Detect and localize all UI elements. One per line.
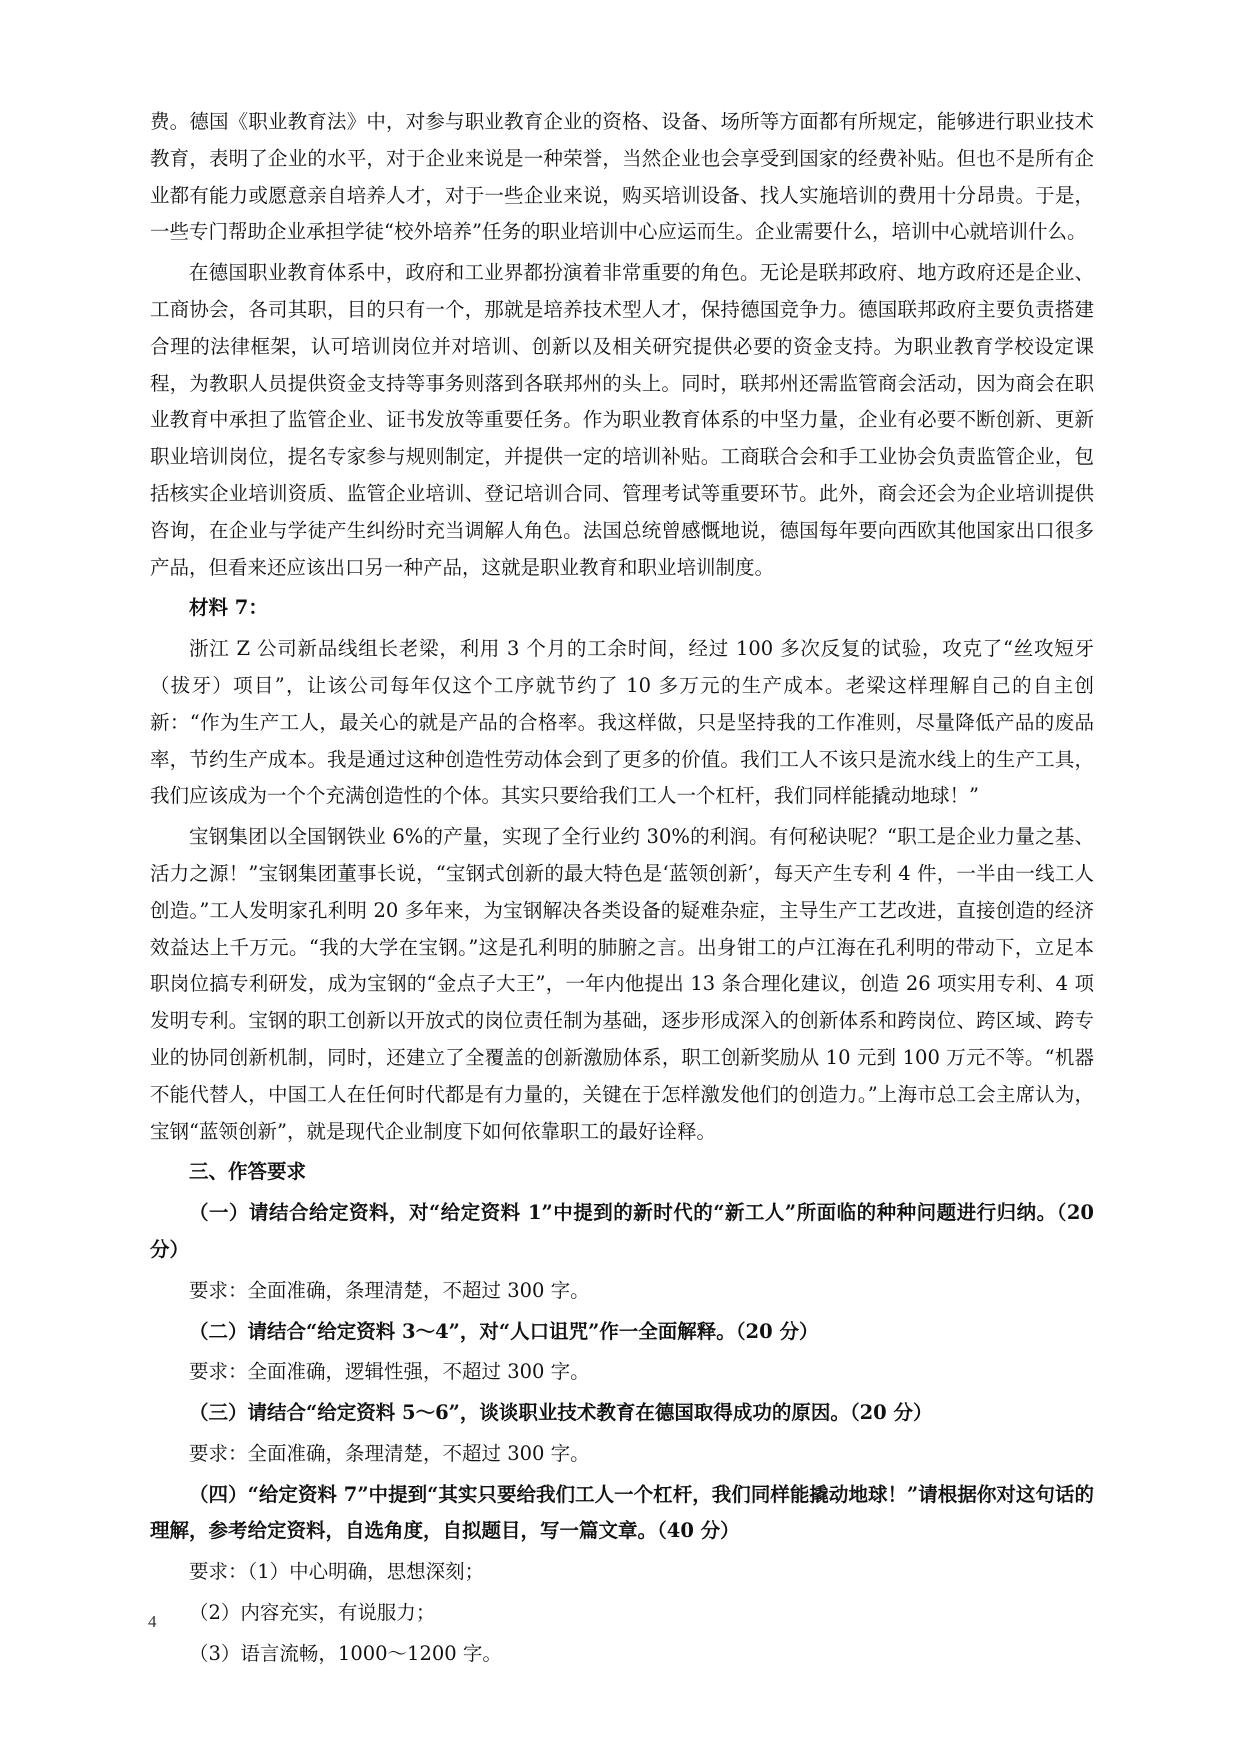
paragraph-baosteel: 宝钢集团以全国钢铁业 6%的产量，实现了全行业约 30%的利润。有何秘诀呢？“职工是企业力量之基、活力之源！”宝钢集团董事长说，“宝钢式创新的最大特色是‘蓝领创新’，每天产生专利 4 件，一半由一线工人创造。”工人发明家孔利明 20 多年来，为宝钢解决各类设备的疑难杂症，主导生产工艺改进，直接创造的经济效益达上千万元。“我的大学在宝钢。”这是孔利明的肺腑之言。出身钳工的卢江海在孔利明的带动下，立足本职岗位搞专利研发，成为宝钢的“金点子大王”，一年内他提出 13 条合理化建议，创造 26 项实用专利、4 项发明专利。宝钢的职工创新以开放式的岗位责任制为基础，逐步形成深入的创新体系和跨岗位、跨区域、跨专业的协同创新机制，同时，还建立了全覆盖的创新激励体系，职工创新奖励从 10 元到 100 万元不等。“机器不能代替人，中国工人在任何时代都是有力量的，关键在于怎样激发他们的创造力。”上海市总工会主席认为，宝钢“蓝领创新”，就是现代企业制度下如何依靠职工的最好诠释。	[150, 825, 1094, 1143]
question-1: （一）请结合给定资料，对“给定资料 1”中提到的新时代的“新工人”所面临的种种问题进行归纳。（20 分）	[150, 1201, 1094, 1261]
section-3-heading: 三、作答要求	[189, 1160, 307, 1184]
page-number: 4	[148, 1612, 157, 1631]
paragraph-germany-roles: 在德国职业教育体系中，政府和工业界都扮演着非常重要的角色。无论是联邦政府、地方政府还是企业、工商协会，各司其职，目的只有一个，那就是培养技术型人才，保持德国竞争力。德国联邦政府主要负责搭建合理的法律框架，认可培训岗位并对培训、创新以及相关研究提供必要的资金支持。为职业教育学校设定课程，为教职人员提供资金支持等事务则落到各联邦州的头上。同时，联邦州还需监管商会活动，因为商会在职业教育中承担了监管企业、证书发放等重要任务。作为职业教育体系的中坚力量，企业有必要不断创新、更新职业培训岗位，提名专家参与规则制定，并提供一定的培训补贴。工商联合会和手工业协会负责监管企业，包括核实企业培训资质、监管企业培训、登记培训合同、管理考试等重要环节。此外，商会还会为企业培训提供咨询，在企业与学徒产生纠纷时充当调解人角色。法国总统曾感慨地说，德国每年要向西欧其他国家出口很多产品，但看来还应该出口另一种产品，这就是职业教育和职业培训制度。	[150, 261, 1094, 579]
question-4-requirement-2: （2）内容充实，有说服力；	[189, 1601, 436, 1625]
question-3-requirement: 要求：全面准确，条理清楚，不超过 300 字。	[189, 1441, 590, 1465]
page-content	[150, 104, 1094, 1677]
question-1-requirement: 要求：全面准确，条理清楚，不超过 300 字。	[189, 1278, 590, 1302]
question-4: （四）“给定资料 7”中提到“其实只要给我们工人一个杠杆，我们同样能撬动地球！”请根据你对这句话的理解，参考给定资料，自选角度，自拟题目，写一篇文章。（40 分）	[150, 1482, 1094, 1543]
paragraph-zhejiang-worker: 浙江 Z 公司新品线组长老梁，利用 3 个月的工余时间，经过 100 多次反复的试验，攻克了“丝攻短牙（拔牙）项目”，让该公司每年仅这个工序就节约了 10 多万元的生产成本。老梁这样理解自己的自主创新：“作为生产工人，最关心的就是产品的合格率。我这样做，只是坚持我的工作准则，尽量降低产品的废品率，节约生产成本。我是通过这种创造性劳动体会到了更多的价值。我们工人不该只是流水线上的生产工具，我们应该成为一个个充满创造性的个体。其实只要给我们工人一个杠杆，我们同样能撬动地球！”	[150, 637, 1094, 808]
question-2-requirement: 要求：全面准确，逻辑性强，不超过 300 字。	[189, 1360, 590, 1384]
question-2: （二）请结合“给定资料 3～4”，对“人口诅咒”作一全面解释。（20 分）	[189, 1319, 819, 1343]
question-4-requirement-3: （3）语言流畅，1000～1200 字。	[189, 1641, 502, 1665]
material-7-heading: 材料 7：	[189, 596, 268, 620]
paragraph-continued: 费。德国《职业教育法》中，对参与职业教育企业的资格、设备、场所等方面都有所规定，能够进行职业技术教育，表明了企业的水平，对于企业来说是一种荣誉，当然企业也会享受到国家的经费补贴。但也不是所有企业都有能力或愿意亲自培养人才，对于一些企业来说，购买培训设备、找人实施培训的费用十分昂贵。于是，一些专门帮助企业承担学徒“校外培养”任务的职业培训中心应运而生。企业需要什么，培训中心就培训什么。	[150, 110, 1094, 244]
question-3: （三）请结合“给定资料 5～6”，谈谈职业技术教育在德国取得成功的原因。（20 分）	[189, 1401, 933, 1425]
question-4-requirement-1: 要求：（1）中心明确，思想深刻；	[189, 1560, 485, 1584]
